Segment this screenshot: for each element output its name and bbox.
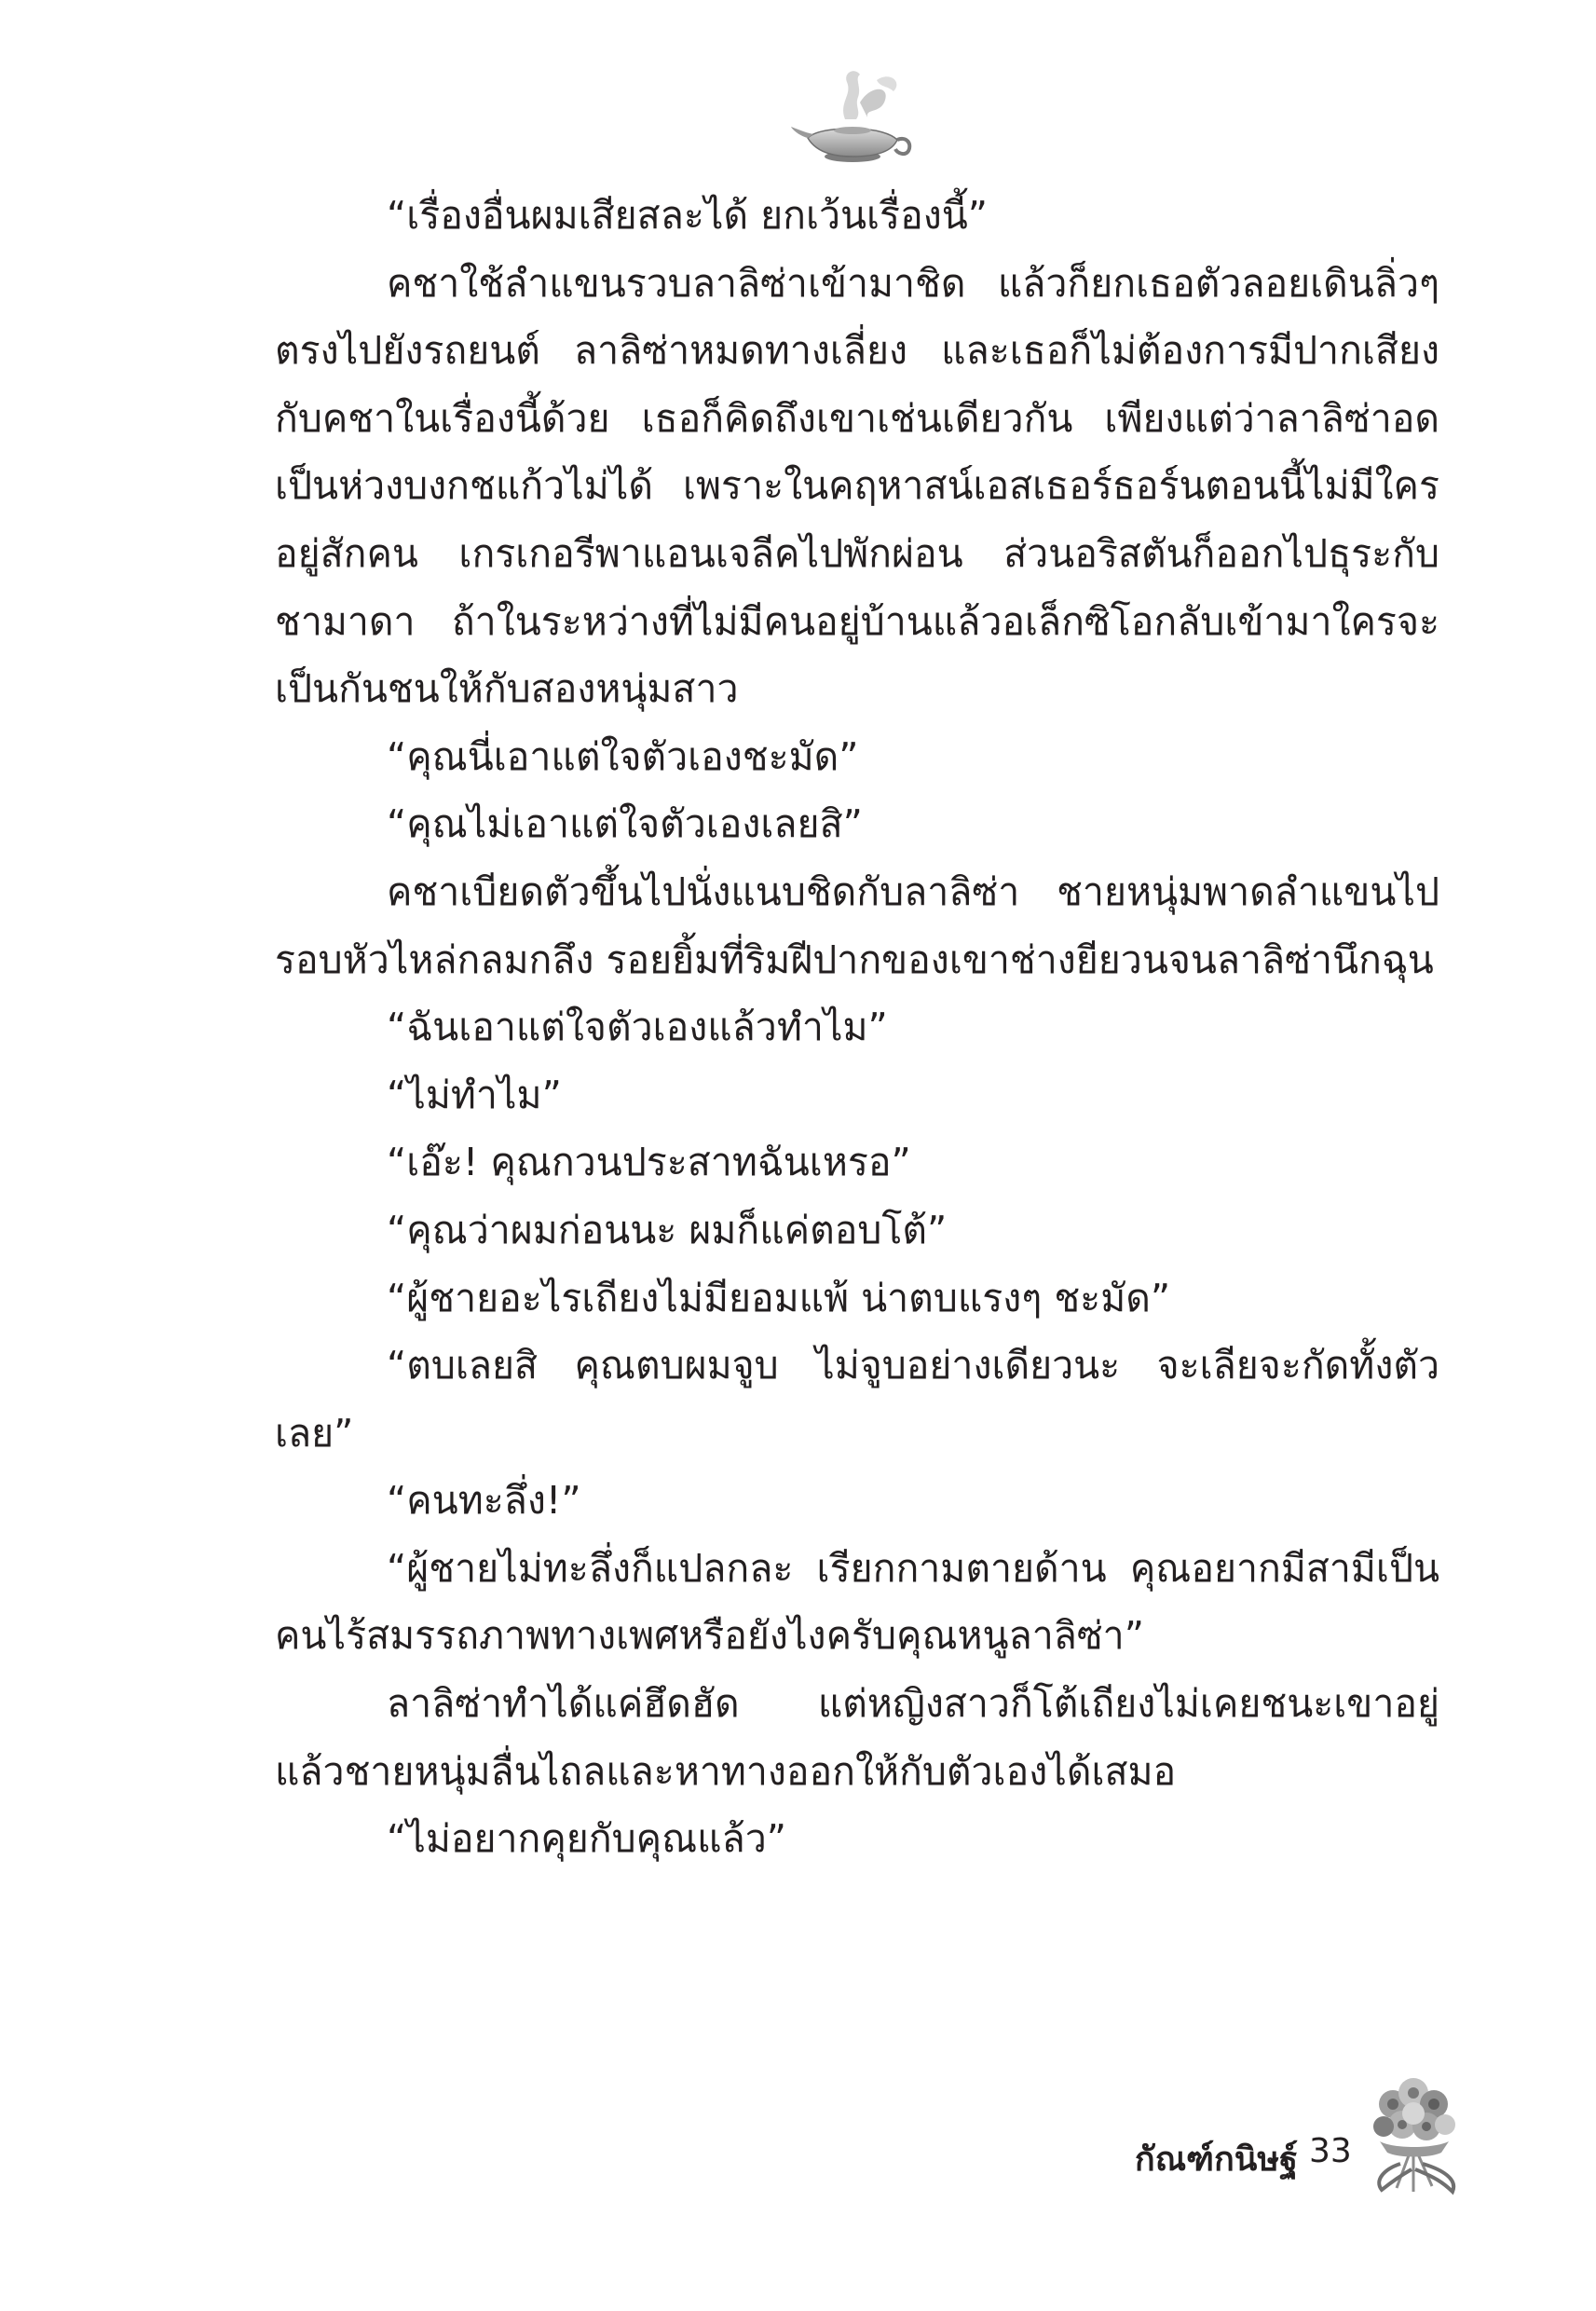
paragraph: คชาเบียดตัวขึ้นไปนั่งแนบชิดกับลาลิซ่า ชายหนุ่มพาดลำแขนไปรอบหัวไหล่กลมกลึง รอยยิ้มที่ริมฝีปากของเขาช่างยียวนจนลาลิซ่านึกฉุน — [275, 868, 1439, 982]
paragraph: “เอ๊ะ! คุณกวนประสาทฉันเหรอ” — [387, 1140, 911, 1185]
paragraph: “ไม่อยากคุยกับคุณแล้ว” — [387, 1816, 786, 1862]
paragraph: คชาใช้ลำแขนรวบลาลิซ่าเข้ามาชิด แล้วก็ยกเธอตัวลอยเดินลิ่วๆ ตรงไปยังรถยนต์ ลาลิซ่าหมดทางเลี่ยง และเธอก็ไม่ต้องการมีปากเสียงกับคชาในเรื่องนี้ด้วย เธอก็คิดถึงเขาเช่นเดียวกัน เพียงแต่ว่าลาลิซ่าอดเป็นห่วงบงกชแก้วไม่ได้ เพราะในคฤหาสน์เอสเธอร์ธอร์นตอนนี้ไม่มีใครอยู่สักคน เกรเกอรีพาแอนเจลีคไปพักผ่อน ส่วนอริสตันก็ออกไปธุระกับชามาดา ถ้าในระหว่างที่ไม่มีคนอยู่บ้านแล้วอเล็กซิโอกลับเข้ามาใครจะเป็นกันชนให้กับสองหนุ่มสาว — [275, 260, 1439, 712]
paragraph: “เรื่องอื่นผมเสียสละได้ ยกเว้นเรื่องนี้” — [387, 193, 988, 238]
body-text — [275, 182, 1439, 1873]
paragraph: “ไม่ทำไม” — [387, 1072, 562, 1117]
page-number: 33 — [1309, 2132, 1352, 2170]
paragraph: “ผู้ชายไม่ทะลึ่งก็แปลกละ เรียกกามตายด้าน คุณอยากมีสามีเป็นคนไร้สมรรถภาพทางเพศหรือยังไงครับคุณหนูลาลิซ่า” — [275, 1545, 1439, 1659]
paragraph: “คนทะลึ่ง!” — [387, 1478, 581, 1524]
paragraph: ลาลิซ่าทำได้แค่ฮึดฮัด แต่หญิงสาวก็โต้เถียงไม่เคยชนะเขาอยู่แล้วชายหนุ่มลื่นไถลและหาทางออกให้กับตัวเองได้เสมอ — [275, 1681, 1439, 1794]
paragraph: “คุณนี่เอาแต่ใจตัวเองชะมัด” — [387, 733, 859, 779]
paragraph: “ตบเลยสิ คุณตบผมจูบ ไม่จูบอย่างเดียวนะ จะเลียจะกัดทั้งตัวเลย” — [275, 1343, 1439, 1456]
running-footer-title: กัณฑ์กนิษฐ์ — [1134, 2140, 1298, 2179]
paragraph: “คุณไม่เอาแต่ใจตัวเองเลยสิ” — [387, 801, 863, 847]
paragraph: “คุณว่าผมก่อนนะ ผมก็แค่ตอบโต้” — [387, 1207, 948, 1252]
flower-bouquet-icon — [1356, 2059, 1472, 2199]
paragraph: “ฉันเอาแต่ใจตัวเองแล้วทำไม” — [387, 1005, 888, 1050]
paragraph: “ผู้ชายอะไรเถียงไม่มียอมแพ้ น่าตบแรงๆ ชะมัด” — [387, 1275, 1171, 1320]
oil-lamp-icon — [787, 65, 918, 177]
